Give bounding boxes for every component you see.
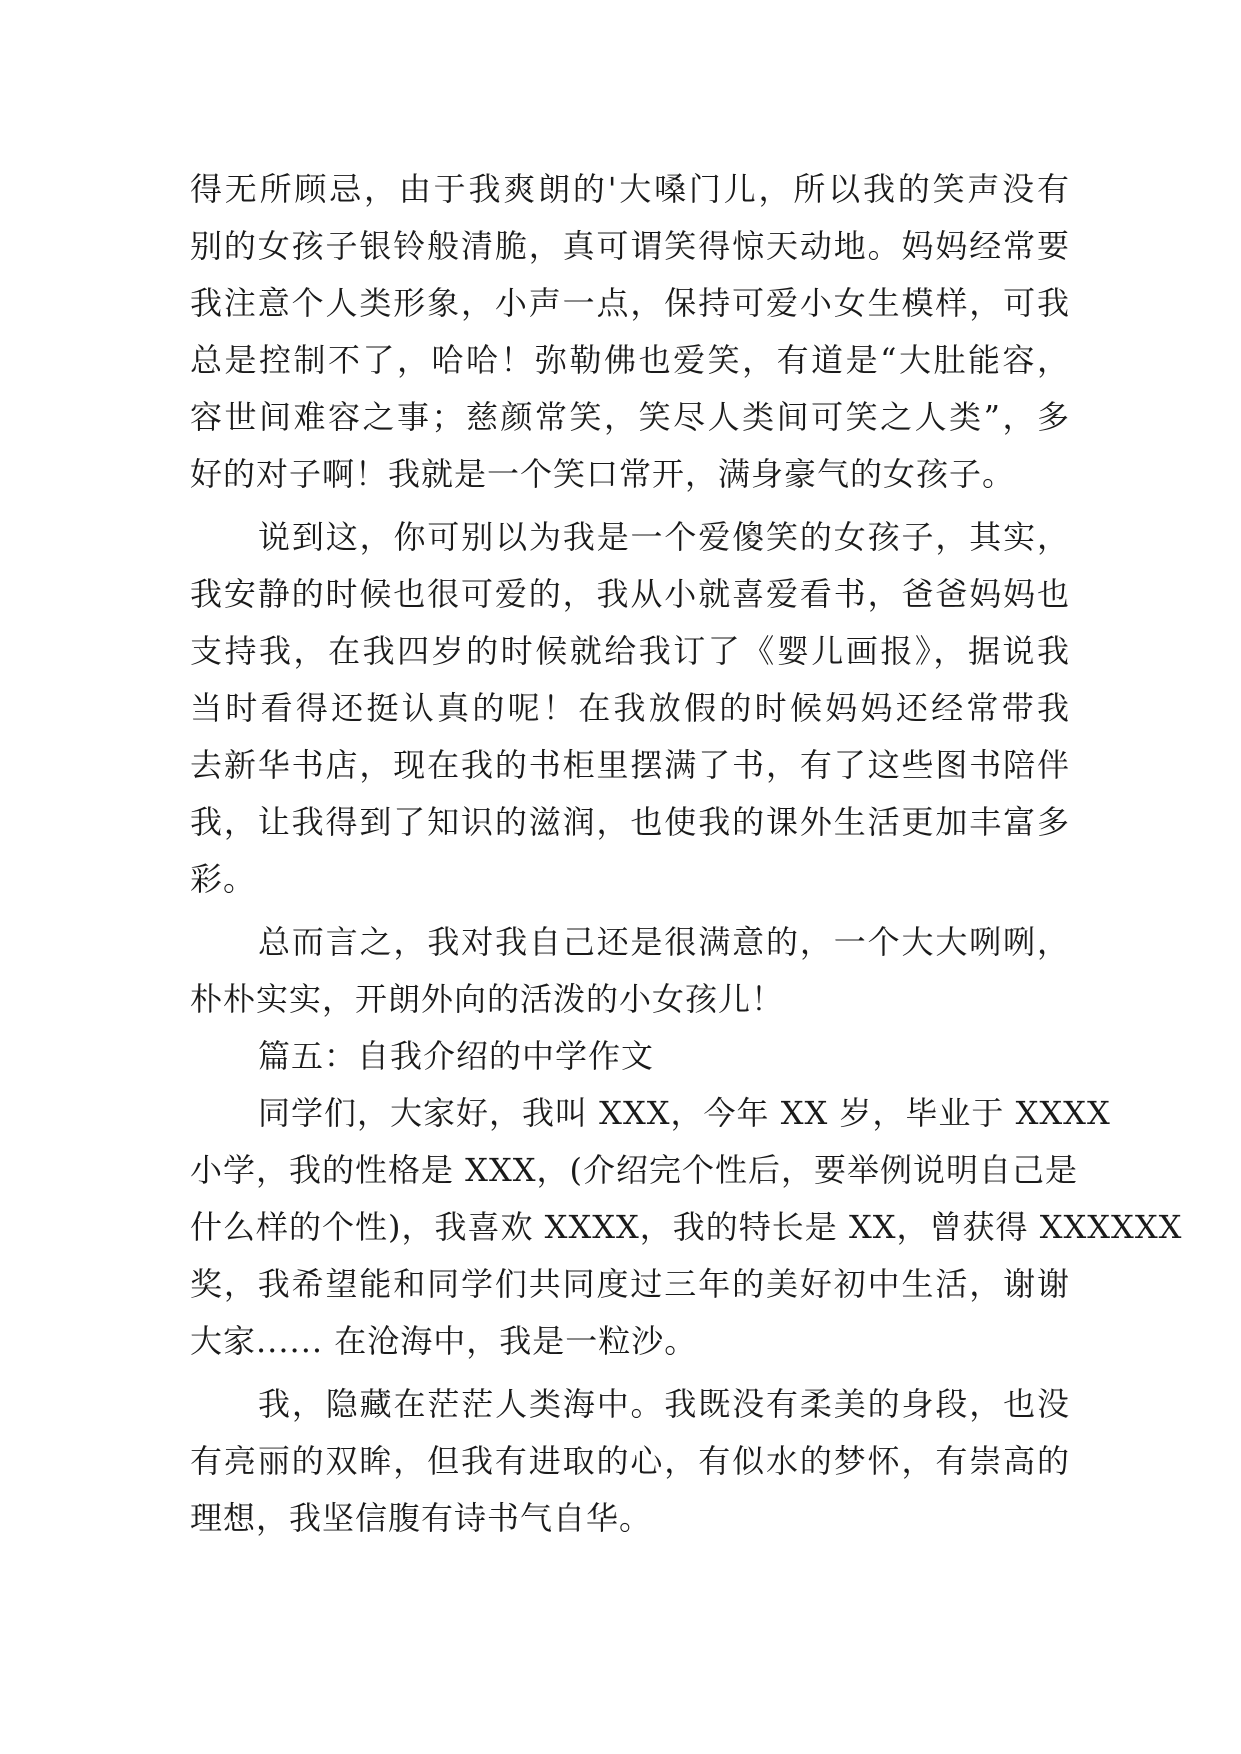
section-heading: 篇五：自我介绍的中学作文 — [258, 1037, 655, 1075]
text-line: 彩。 — [190, 860, 257, 898]
text-line: 容世间难容之事；慈颜常笑，笑尽人类间可笑之人类”，多 — [190, 398, 1070, 436]
text-line: 好的对子啊！我就是一个笑口常开，满身豪气的女孩子。 — [190, 455, 1016, 493]
text-line: 小学，我的性格是 XXX，(介绍完个性后，要举例说明自己是 — [190, 1151, 1079, 1189]
text-line: 我，让我得到了知识的滋润，也使我的课外生活更加丰富多 — [190, 803, 1070, 841]
text-line: 总是控制不了，哈哈！弥勒佛也爱笑，有道是“大肚能容， — [190, 341, 1070, 379]
paragraph-first-line: 同学们，大家好，我叫 XXX，今年 XX 岁，毕业于 XXXX — [258, 1094, 1111, 1132]
text-line: 大家...... 在沧海中，我是一粒沙。 — [190, 1322, 698, 1360]
text-line: 奖，我希望能和同学们共同度过三年的美好初中生活，谢谢 — [190, 1265, 1070, 1303]
text-line: 我注意个人类形象，小声一点，保持可爱小女生模样，可我 — [190, 284, 1070, 322]
paragraph-first-line: 说到这，你可别以为我是一个爱傻笑的女孩子，其实， — [258, 518, 1070, 556]
text-line: 得无所顾忌，由于我爽朗的'大嗓门儿，所以我的笑声没有 — [190, 170, 1070, 208]
text-line: 支持我，在我四岁的时候就给我订了《婴儿画报》，据说我 — [190, 632, 1070, 670]
text-line: 我安静的时候也很可爱的，我从小就喜爱看书，爸爸妈妈也 — [190, 575, 1070, 613]
paragraph-first-line: 总而言之，我对我自己还是很满意的，一个大大咧咧， — [258, 923, 1070, 961]
text-line: 别的女孩子银铃般清脆，真可谓笑得惊天动地。妈妈经常要 — [190, 227, 1070, 265]
text-line: 什么样的个性)，我喜欢 XXXX，我的特长是 XX，曾获得 XXXXXX — [190, 1208, 1183, 1246]
text-line: 朴朴实实，开朗外向的活泼的小女孩儿！ — [190, 980, 785, 1018]
text-line: 有亮丽的双眸，但我有进取的心，有似水的梦怀，有崇高的 — [190, 1442, 1070, 1480]
paragraph-first-line: 我，隐藏在茫茫人类海中。我既没有柔美的身段，也没 — [258, 1385, 1070, 1423]
text-line: 理想，我坚信腹有诗书气自华。 — [190, 1499, 653, 1537]
text-line: 去新华书店，现在我的书柜里摆满了书，有了这些图书陪伴 — [190, 746, 1070, 784]
text-line: 当时看得还挺认真的呢！在我放假的时候妈妈还经常带我 — [190, 689, 1070, 727]
